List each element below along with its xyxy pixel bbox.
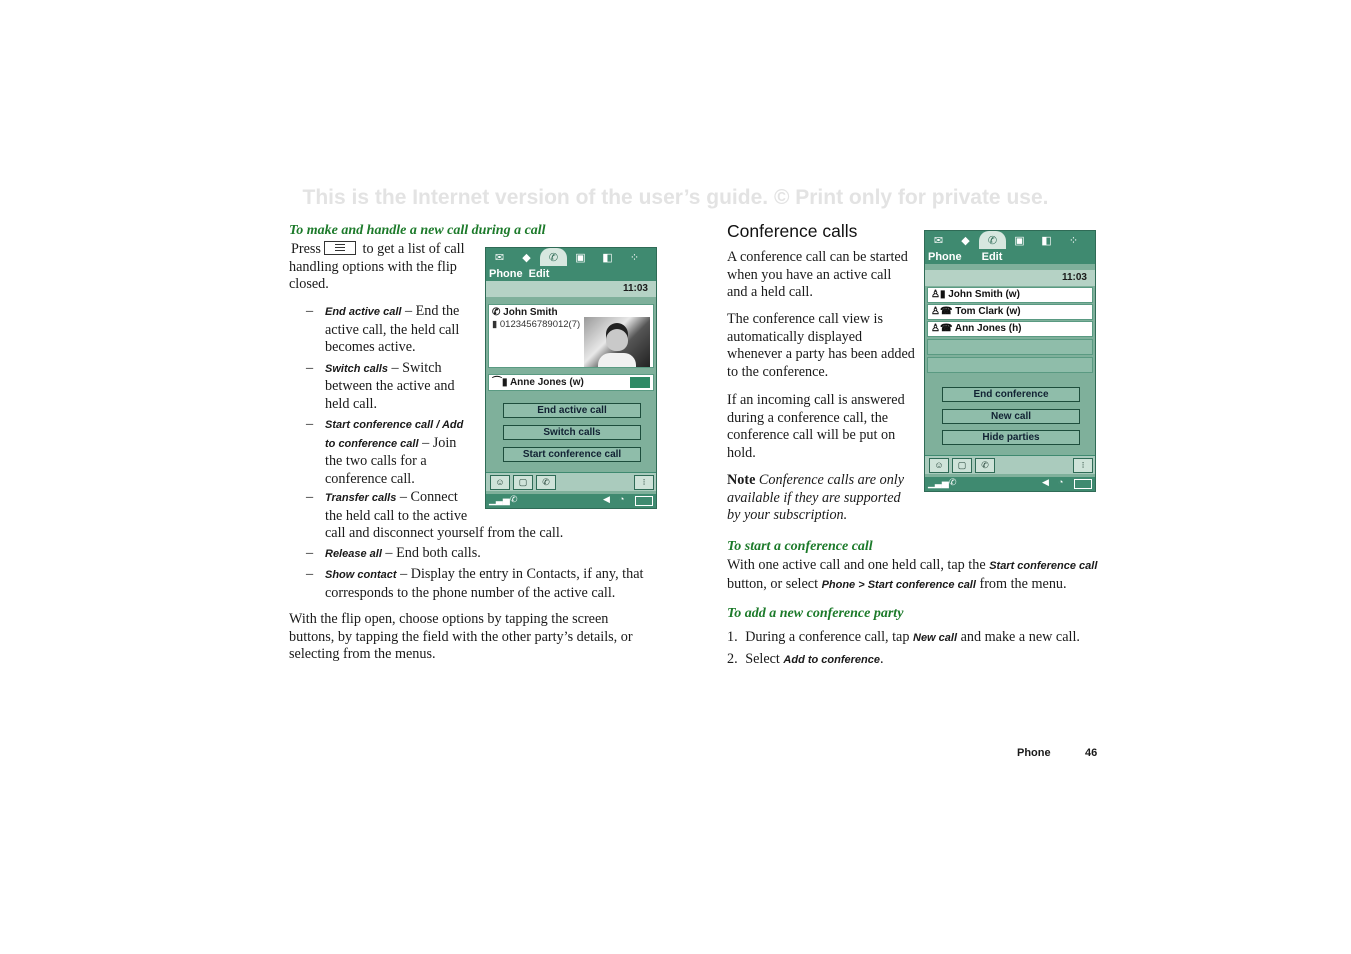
messages-tab-icon[interactable]: ✉	[933, 234, 944, 247]
contacts-tab-icon[interactable]: ◧	[602, 251, 613, 264]
option-term: Switch calls	[325, 362, 388, 375]
signal-icon: ▁▃▅	[928, 478, 949, 488]
clock: 11:03	[486, 281, 656, 297]
text: and make a new call.	[960, 629, 1080, 645]
empty-party-slot	[927, 339, 1093, 355]
active-caller-number: 0123456789012(7)	[499, 319, 581, 330]
party-name: John Smith (w)	[948, 289, 1020, 300]
party-row[interactable]	[927, 304, 1093, 320]
empty-party-slot	[927, 357, 1093, 373]
caller-photo	[584, 317, 650, 367]
intro-press: Press	[291, 241, 321, 257]
contacts-tab-icon[interactable]: ◧	[1041, 234, 1052, 247]
phone-screen-call-handling	[485, 247, 657, 509]
volume-icon: ◀	[603, 494, 610, 504]
menu-edit[interactable]: Edit	[981, 250, 1003, 263]
menu-phone[interactable]: Phone	[489, 267, 523, 280]
apps-tab-icon[interactable]: ⁘	[629, 251, 640, 264]
option-desc: – End both calls.	[381, 545, 481, 561]
party-row[interactable]	[927, 287, 1093, 303]
list-item: – End active call – End the active call, the held call becomes active.	[306, 303, 460, 355]
option-desc: – Join the two calls for a conference call.	[325, 434, 457, 487]
left-closing: With the flip open, choose options by tapping the screen buttons, by tapping the field with the other party’s details, or selecting from the menus.	[289, 611, 633, 662]
ui-term: Add to conference	[783, 654, 880, 666]
new-call-button[interactable]: New call	[942, 409, 1080, 424]
option-term: Transfer calls	[325, 492, 397, 504]
phone-toolbar	[925, 455, 1095, 474]
apps-tab-icon[interactable]: ⁘	[1068, 234, 1079, 247]
held-indicator	[630, 377, 650, 388]
start-conference-heading: To start a conference call	[727, 539, 873, 554]
note-text: Conference calls are only available if they are supported by your subscription.	[727, 472, 905, 523]
status-bar	[486, 494, 656, 508]
menu-phone[interactable]: Phone	[928, 250, 962, 263]
list-item: – Switch calls – Switch between the active and held call.	[306, 359, 455, 412]
contacts-icon[interactable]: ☺	[929, 458, 949, 473]
option-term: Release all	[325, 548, 382, 560]
phone-screen-conference	[924, 230, 1096, 492]
phone-toolbar	[486, 472, 656, 491]
active-call-card[interactable]	[488, 304, 654, 368]
messages-tab-icon[interactable]: ✉	[494, 251, 505, 264]
keypad-icon[interactable]: ⁝	[634, 475, 654, 490]
list-item: – Release all – End both calls.	[306, 545, 481, 561]
paragraph-3: If an incoming call is answered during a conference call, the conference call will be put on hold.	[727, 392, 905, 461]
clock: 11:03	[925, 270, 1095, 286]
option-desc: – Switch between the active and held call.	[325, 359, 455, 412]
call-status-icon: ✆	[949, 477, 957, 487]
text: With one active call and one held call, tap the	[727, 557, 986, 573]
held-caller: Anne Jones (w)	[509, 377, 584, 388]
app-tabs	[486, 248, 656, 266]
battery-icon	[635, 496, 653, 506]
note	[727, 472, 915, 525]
left-heading: To make and handle a new call during a call	[289, 223, 546, 238]
add-party-heading: To add a new conference party	[727, 606, 904, 621]
call-icon[interactable]: ✆	[975, 458, 995, 473]
active-caller-name: John Smith	[503, 307, 558, 318]
web-tab-icon[interactable]: ◆	[961, 234, 970, 247]
option-term: End active call	[325, 306, 402, 318]
party-icon: ♙☎	[931, 306, 953, 317]
step-number: 2.	[727, 651, 738, 667]
ui-term: Start conference call	[989, 560, 1098, 572]
keypad-icon[interactable]: ⁝	[1073, 458, 1093, 473]
watermark: This is the Internet version of the user’s guide. © Print only for private use.	[302, 186, 1049, 209]
party-row[interactable]	[927, 321, 1093, 337]
end-active-call-button[interactable]: End active call	[503, 403, 641, 418]
phone-tab-icon[interactable]: ✆	[979, 231, 1006, 249]
party-icon: ♙☎	[931, 323, 953, 334]
app-tabs	[925, 231, 1095, 249]
party-icon: ♙▮	[931, 289, 946, 300]
start-conference-button[interactable]: Start conference call	[503, 447, 641, 462]
held-call-card[interactable]	[488, 374, 654, 391]
menu-bar	[925, 249, 1095, 264]
party-name: Tom Clark (w)	[955, 306, 1021, 317]
lock-icon[interactable]: ▢	[952, 458, 972, 473]
text: Select	[745, 651, 780, 667]
party-name: Ann Jones (h)	[954, 323, 1022, 334]
list-item: – Transfer calls – Connect the held call to the active	[306, 489, 468, 524]
end-conference-button[interactable]: End conference	[942, 387, 1080, 402]
lock-icon[interactable]: ▢	[513, 475, 533, 490]
text: from the menu.	[979, 575, 1067, 592]
menu-key-icon	[324, 241, 356, 255]
held-call-icon: ⌒▮	[492, 377, 508, 388]
list-item: – Start conference call / Add to conference call – Join the two calls for a conference call.	[306, 416, 464, 487]
ui-term: New call	[913, 632, 958, 644]
page-title: Conference calls	[727, 221, 858, 241]
clock-icon: ◔	[1058, 477, 1064, 487]
hide-parties-button[interactable]: Hide parties	[942, 430, 1080, 445]
page-number: 46	[1085, 747, 1098, 759]
intro-rest: to get a list of call handling options with the flip closed.	[289, 241, 465, 292]
volume-icon: ◀	[1042, 477, 1049, 487]
status-bar	[925, 477, 1095, 491]
menu-edit[interactable]: Edit	[528, 267, 550, 280]
text: During a conference call, tap	[745, 629, 910, 645]
paragraph-1: A conference call can be started when you have an active call and a held call.	[727, 249, 908, 300]
step-number: 1.	[727, 629, 738, 645]
calendar-tab-icon[interactable]: ▣	[575, 251, 586, 264]
option-term: Start conference call / Add to conference call	[325, 419, 464, 450]
call-icon[interactable]: ✆	[536, 475, 556, 490]
phone-tab-icon[interactable]: ✆	[540, 248, 567, 266]
start-conference-text	[727, 557, 1102, 594]
note-label: Note	[727, 472, 756, 488]
transfer-tail: call and disconnect yourself from the call.	[325, 525, 564, 541]
list-item: – Show contact – Display the entry in Contacts, if any, that corresponds to the phone number of the active call.	[306, 566, 644, 601]
paragraph-2: The conference call view is automatically displayed whenever a party has been added to the conference.	[727, 311, 915, 380]
menu-bar	[486, 266, 656, 281]
footer-section: Phone	[1017, 747, 1051, 759]
step-1	[727, 629, 1102, 648]
step-2	[727, 651, 1102, 670]
signal-icon: ▁▃▅	[489, 495, 510, 505]
ui-menu-path: Phone > Start conference call	[821, 578, 976, 591]
option-desc: – End the active call, the held call becomes active.	[325, 303, 460, 355]
contacts-icon[interactable]: ☺	[490, 475, 510, 490]
web-tab-icon[interactable]: ◆	[522, 251, 531, 264]
mobile-icon: ▮	[492, 319, 498, 330]
battery-icon	[1074, 479, 1092, 489]
switch-calls-button[interactable]: Switch calls	[503, 425, 641, 440]
option-term: Show contact	[325, 569, 397, 581]
text: .	[879, 651, 884, 667]
handset-icon: ✆	[492, 307, 501, 318]
calendar-tab-icon[interactable]: ▣	[1014, 234, 1025, 247]
option-desc: – Display the entry in Contacts, if any, that corresponds to the phone number of the active call.	[325, 566, 644, 601]
option-list	[306, 303, 475, 491]
text: button, or select	[727, 575, 819, 592]
left-intro	[289, 241, 474, 294]
call-status-icon: ✆	[510, 494, 518, 504]
clock-icon: ◔	[619, 494, 625, 504]
